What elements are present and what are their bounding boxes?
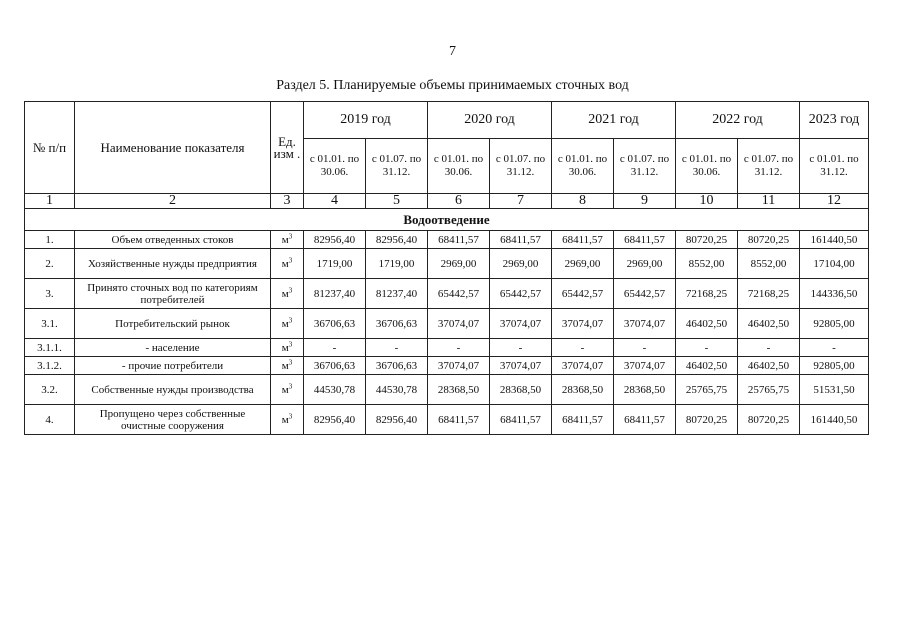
row-value: 81237,40 — [304, 279, 366, 309]
header-period: с 01.07. по 31.12. — [738, 139, 800, 194]
header-period: с 01.01. по 30.06. — [552, 139, 614, 194]
row-name: Пропущено через собственные очистные сооружения — [75, 405, 271, 435]
row-value: 25765,75 — [738, 375, 800, 405]
row-value: 51531,50 — [800, 375, 869, 405]
row-value: 8552,00 — [738, 249, 800, 279]
unit-exponent: 3 — [288, 381, 293, 390]
table-row — [25, 357, 869, 375]
row-value: 1719,00 — [366, 249, 428, 279]
row-value: 68411,57 — [428, 231, 490, 249]
row-value: 65442,57 — [490, 279, 552, 309]
row-value: 44530,78 — [304, 375, 366, 405]
row-value: 28368,50 — [614, 375, 676, 405]
row-number: 3. — [25, 279, 75, 309]
row-value: 28368,50 — [490, 375, 552, 405]
row-value: 80720,25 — [738, 405, 800, 435]
column-number: 3 — [271, 194, 304, 209]
column-number: 11 — [738, 194, 800, 209]
row-unit — [271, 339, 304, 357]
row-value: 1719,00 — [304, 249, 366, 279]
row-value: 37074,07 — [614, 357, 676, 375]
unit-base: м — [281, 359, 289, 372]
row-value: - — [552, 339, 614, 357]
row-value: 68411,57 — [552, 405, 614, 435]
column-number: 12 — [800, 194, 869, 209]
header-year-2021: 2021 год — [552, 102, 676, 139]
row-value: 65442,57 — [552, 279, 614, 309]
row-value: 68411,57 — [614, 231, 676, 249]
row-value: - — [614, 339, 676, 357]
row-value: 46402,50 — [738, 357, 800, 375]
table-row — [25, 375, 869, 405]
row-value: 82956,40 — [366, 231, 428, 249]
header-period: с 01.01. по 30.06. — [676, 139, 738, 194]
header-name: Наименование показателя — [75, 102, 271, 194]
row-number: 3.1.1. — [25, 339, 75, 357]
row-value: 36706,63 — [304, 357, 366, 375]
wastewater-table — [24, 101, 869, 435]
row-value: 92805,00 — [800, 309, 869, 339]
row-number: 1. — [25, 231, 75, 249]
row-value: 68411,57 — [428, 405, 490, 435]
row-number: 3.2. — [25, 375, 75, 405]
row-value: 37074,07 — [614, 309, 676, 339]
row-number: 3.1.2. — [25, 357, 75, 375]
column-number: 4 — [304, 194, 366, 209]
row-value: 72168,25 — [738, 279, 800, 309]
header-period: с 01.01. по 31.12. — [800, 139, 869, 194]
row-value: - — [676, 339, 738, 357]
header-year-2020: 2020 год — [428, 102, 552, 139]
row-value: 28368,50 — [552, 375, 614, 405]
row-value: 36706,63 — [366, 309, 428, 339]
row-unit — [271, 405, 304, 435]
column-number: 5 — [366, 194, 428, 209]
row-unit — [271, 357, 304, 375]
header-year-2019: 2019 год — [304, 102, 428, 139]
row-value: 46402,50 — [676, 309, 738, 339]
row-value: 8552,00 — [676, 249, 738, 279]
row-name: - население — [75, 339, 271, 357]
column-number: 10 — [676, 194, 738, 209]
row-value: 25765,75 — [676, 375, 738, 405]
row-value: 68411,57 — [490, 405, 552, 435]
column-numbers-row — [25, 194, 869, 209]
row-value: 80720,25 — [738, 231, 800, 249]
section-title: Раздел 5. Планируемые объемы принимаемых сточных вод — [276, 78, 629, 93]
row-value: 82956,40 — [304, 405, 366, 435]
unit-exponent: 3 — [288, 315, 293, 324]
unit-exponent: 3 — [288, 255, 293, 264]
header-period: с 01.07. по 31.12. — [614, 139, 676, 194]
column-number: 8 — [552, 194, 614, 209]
row-value: 37074,07 — [428, 357, 490, 375]
row-number: 4. — [25, 405, 75, 435]
unit-exponent: 3 — [288, 285, 293, 294]
row-unit — [271, 375, 304, 405]
row-value: 68411,57 — [552, 231, 614, 249]
header-period: с 01.01. по 30.06. — [428, 139, 490, 194]
table-row — [25, 339, 869, 357]
table-row — [25, 279, 869, 309]
row-unit — [271, 279, 304, 309]
unit-base: м — [281, 341, 289, 354]
row-value: 72168,25 — [676, 279, 738, 309]
row-value: 2969,00 — [552, 249, 614, 279]
row-value: 2969,00 — [490, 249, 552, 279]
row-value: - — [738, 339, 800, 357]
column-number: 9 — [614, 194, 676, 209]
table-row — [25, 249, 869, 279]
row-name: Собственные нужды производства — [75, 375, 271, 405]
row-value: 36706,63 — [304, 309, 366, 339]
row-value: 65442,57 — [614, 279, 676, 309]
row-value: 144336,50 — [800, 279, 869, 309]
row-value: 37074,07 — [428, 309, 490, 339]
header-unit: Ед. изм . — [271, 102, 304, 194]
row-value: 36706,63 — [366, 357, 428, 375]
row-value: 68411,57 — [614, 405, 676, 435]
row-number: 3.1. — [25, 309, 75, 339]
row-value: 68411,57 — [490, 231, 552, 249]
column-number: 6 — [428, 194, 490, 209]
unit-base: м — [281, 413, 289, 426]
row-value: 92805,00 — [800, 357, 869, 375]
row-number: 2. — [25, 249, 75, 279]
row-value: 2969,00 — [614, 249, 676, 279]
row-name: Принято сточных вод по категориям потребителей — [75, 279, 271, 309]
header-period: с 01.01. по 30.06. — [304, 139, 366, 194]
row-value: 46402,50 — [676, 357, 738, 375]
row-value: - — [304, 339, 366, 357]
row-value: 28368,50 — [428, 375, 490, 405]
header-period: с 01.07. по 31.12. — [366, 139, 428, 194]
header-period: с 01.07. по 31.12. — [490, 139, 552, 194]
section-label: Водоотведение — [25, 209, 869, 231]
row-value: 81237,40 — [366, 279, 428, 309]
unit-base: м — [281, 383, 289, 396]
row-value: 161440,50 — [800, 231, 869, 249]
row-name: - прочие потребители — [75, 357, 271, 375]
row-value: 37074,07 — [490, 309, 552, 339]
unit-base: м — [281, 287, 289, 300]
header-years-row — [25, 102, 869, 139]
unit-exponent: 3 — [288, 411, 293, 420]
row-value: 2969,00 — [428, 249, 490, 279]
table-row — [25, 405, 869, 435]
row-value: - — [490, 339, 552, 357]
column-number: 1 — [25, 194, 75, 209]
row-value: 37074,07 — [552, 309, 614, 339]
header-year-2023: 2023 год — [800, 102, 869, 139]
unit-exponent: 3 — [288, 339, 293, 348]
row-name: Потребительский рынок — [75, 309, 271, 339]
unit-base: м — [281, 317, 289, 330]
unit-base: м — [281, 233, 289, 246]
row-value: 161440,50 — [800, 405, 869, 435]
row-value: 82956,40 — [366, 405, 428, 435]
row-value: 80720,25 — [676, 231, 738, 249]
row-name: Объем отведенных стоков — [75, 231, 271, 249]
column-number: 7 — [490, 194, 552, 209]
row-value: 46402,50 — [738, 309, 800, 339]
unit-base: м — [281, 257, 289, 270]
row-value: - — [800, 339, 869, 357]
row-unit — [271, 309, 304, 339]
row-value: 65442,57 — [428, 279, 490, 309]
row-value: - — [366, 339, 428, 357]
row-value: 37074,07 — [490, 357, 552, 375]
row-value: 17104,00 — [800, 249, 869, 279]
page-number: 7 — [449, 44, 456, 59]
unit-exponent: 3 — [288, 357, 293, 366]
row-unit — [271, 231, 304, 249]
unit-exponent: 3 — [288, 231, 293, 240]
row-value: 37074,07 — [552, 357, 614, 375]
header-year-2022: 2022 год — [676, 102, 800, 139]
table-row — [25, 309, 869, 339]
row-name: Хозяйственные нужды предприятия — [75, 249, 271, 279]
row-value: 82956,40 — [304, 231, 366, 249]
row-value: 44530,78 — [366, 375, 428, 405]
row-value: - — [428, 339, 490, 357]
header-num: № п/п — [25, 102, 75, 194]
table-row — [25, 231, 869, 249]
row-unit — [271, 249, 304, 279]
row-value: 80720,25 — [676, 405, 738, 435]
section-row — [25, 209, 869, 231]
column-number: 2 — [75, 194, 271, 209]
